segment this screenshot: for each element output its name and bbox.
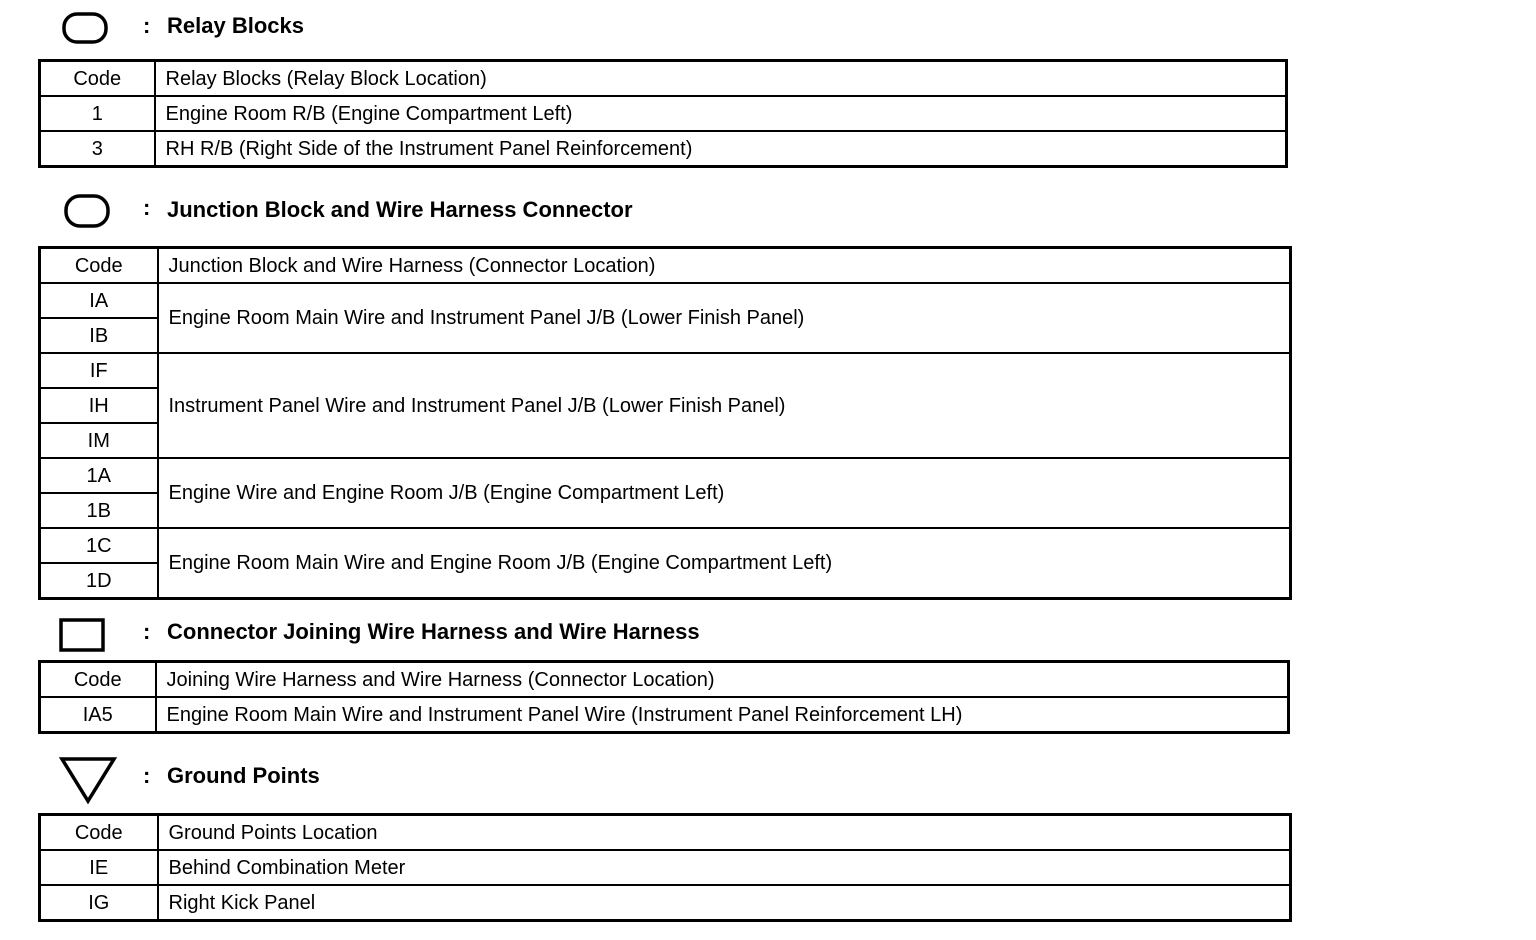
table-row: [40, 885, 1291, 921]
table-row: [40, 96, 1287, 131]
table-header-row: [40, 248, 1291, 284]
table-row: [40, 131, 1287, 167]
description-cell: Engine Room R/B (Engine Compartment Left): [155, 96, 1287, 131]
code-cell: 1B: [40, 493, 158, 528]
description-cell: RH R/B (Right Side of the Instrument Panel Reinforcement): [155, 131, 1287, 167]
description-cell: Engine Room Main Wire and Engine Room J/B (Engine Compartment Left): [158, 528, 1291, 599]
code-cell: 1C: [40, 528, 158, 563]
code-header: Code: [40, 61, 155, 97]
description-cell: Engine Room Main Wire and Instrument Panel J/B (Lower Finish Panel): [158, 283, 1291, 353]
description-cell: Right Kick Panel: [158, 885, 1291, 921]
down-triangle-icon: [59, 756, 119, 806]
description-cell: Engine Wire and Engine Room J/B (Engine Compartment Left): [158, 458, 1291, 528]
description-header: Joining Wire Harness and Wire Harness (Connector Location): [156, 662, 1289, 698]
table-row: [40, 458, 1291, 493]
heading-colon: :: [143, 763, 151, 788]
relay-blocks-heading: [0, 8, 1300, 48]
relay-blocks-table: [38, 59, 1288, 168]
code-cell: IH: [40, 388, 158, 423]
description-cell: Engine Room Main Wire and Instrument Panel Wire (Instrument Panel Reinforcement LH): [156, 697, 1289, 733]
section-title: Ground Points: [167, 763, 320, 788]
table-row: [40, 850, 1291, 885]
table-row: [40, 283, 1291, 318]
code-cell: IE: [40, 850, 158, 885]
heading-colon: :: [143, 619, 151, 644]
section-title: Relay Blocks: [167, 13, 304, 38]
junction-block-heading: [0, 192, 1300, 232]
code-cell: IF: [40, 353, 158, 388]
section-title: Junction Block and Wire Harness Connector: [167, 197, 633, 222]
description-cell: Behind Combination Meter: [158, 850, 1291, 885]
code-header: Code: [40, 662, 156, 698]
junction-block-table: [38, 246, 1292, 600]
table-header-row: [40, 61, 1287, 97]
code-cell: 3: [40, 131, 155, 167]
ground-points-heading: [0, 756, 1300, 796]
heading-colon: :: [143, 13, 151, 38]
code-cell: IB: [40, 318, 158, 353]
heading-colon: :: [143, 195, 151, 220]
code-header: Code: [40, 815, 158, 851]
ground-points-table: [38, 813, 1292, 922]
code-cell: 1: [40, 96, 155, 131]
code-header: Code: [40, 248, 158, 284]
code-cell: 1A: [40, 458, 158, 493]
table-row: [40, 697, 1289, 733]
code-cell: IA5: [40, 697, 156, 733]
code-cell: 1D: [40, 563, 158, 599]
connector-heading: [0, 614, 1300, 654]
connector-table: [38, 660, 1290, 734]
description-header: Relay Blocks (Relay Block Location): [155, 61, 1287, 97]
description-header: Junction Block and Wire Harness (Connector Location): [158, 248, 1291, 284]
section-title: Connector Joining Wire Harness and Wire Harness: [167, 619, 700, 644]
table-header-row: [40, 662, 1289, 698]
square-icon: [59, 618, 107, 654]
table-row: [40, 353, 1291, 388]
code-cell: IG: [40, 885, 158, 921]
rounded-rect-icon: [64, 194, 112, 230]
table-row: [40, 528, 1291, 563]
description-cell: Instrument Panel Wire and Instrument Panel J/B (Lower Finish Panel): [158, 353, 1291, 458]
table-header-row: [40, 815, 1291, 851]
code-cell: IA: [40, 283, 158, 318]
rounded-rect-icon: [62, 12, 110, 46]
description-header: Ground Points Location: [158, 815, 1291, 851]
code-cell: IM: [40, 423, 158, 458]
